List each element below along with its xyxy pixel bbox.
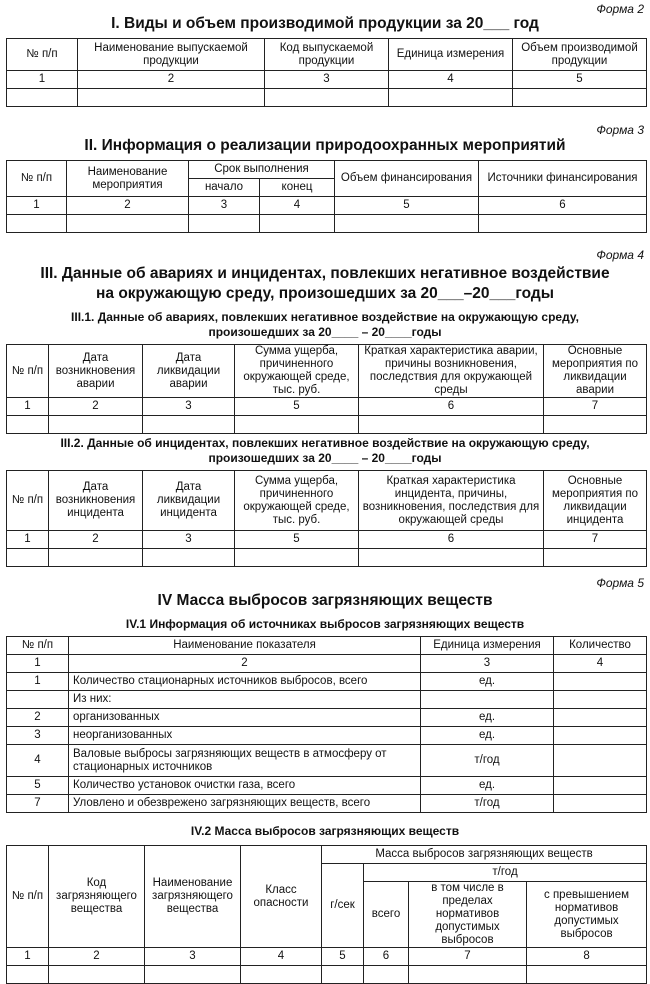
header-cell: № п/п (7, 846, 49, 948)
empty-cell[interactable] (322, 966, 364, 984)
row-num: 7 (7, 795, 69, 813)
row-name: Валовые выбросы загрязняющих веществ в атмосферу от стационарных источников (69, 745, 421, 777)
header-cell: Дата возникновения аварии (49, 345, 143, 398)
number-cell: 6 (364, 948, 409, 966)
number-cell: 5 (235, 531, 359, 549)
number-cell: 5 (322, 948, 364, 966)
form4-title-line1: III. Данные об авариях и инцидентах, повлекших негативное воздействие (40, 265, 610, 282)
empty-cell[interactable] (49, 966, 145, 984)
table-row (7, 727, 647, 745)
header-cell: Единица измерения (421, 637, 554, 655)
number-cell: 6 (359, 398, 544, 416)
number-cell: 4 (554, 655, 647, 673)
header-cell: Класс опасности (241, 846, 322, 948)
empty-cell[interactable] (260, 215, 335, 233)
empty-cell[interactable] (143, 416, 235, 434)
header-cell: Срок выполнения (189, 161, 335, 179)
header-cell: т/год (364, 864, 647, 882)
row-num (7, 691, 69, 709)
number-cell: 1 (7, 531, 49, 549)
row-unit: ед. (421, 777, 554, 795)
row-quantity[interactable] (554, 709, 647, 727)
header-cell: Объем производимой продукции (513, 39, 647, 71)
number-cell: 6 (479, 197, 647, 215)
row-name: организованных (69, 709, 421, 727)
number-cell: 3 (421, 655, 554, 673)
empty-row (7, 215, 647, 233)
header-cell: Сумма ущерба, причиненного окружающей среде, тыс. руб. (235, 345, 359, 398)
empty-cell[interactable] (235, 549, 359, 567)
form3-label: Форма 3 (596, 123, 644, 137)
number-cell: 4 (260, 197, 335, 215)
table-row (7, 745, 647, 777)
form5-label: Форма 5 (596, 576, 644, 590)
header-cell: Объем финансирования (335, 161, 479, 197)
number-cell: 7 (544, 531, 647, 549)
empty-cell[interactable] (7, 966, 49, 984)
number-cell: 5 (335, 197, 479, 215)
row-num: 5 (7, 777, 69, 795)
number-cell: 2 (69, 655, 421, 673)
header-cell: Дата возникновения инцидента (49, 471, 143, 531)
empty-cell[interactable] (544, 549, 647, 567)
form2-title: I. Виды и объем производимой продукции за 20___ год (111, 15, 539, 32)
header-cell: Количество (554, 637, 647, 655)
empty-cell[interactable] (241, 966, 322, 984)
empty-cell[interactable] (235, 416, 359, 434)
header-cell: Масса выбросов загрязняющих веществ (322, 846, 647, 864)
row-quantity[interactable] (554, 673, 647, 691)
header-cell: Основные мероприятия по ликвидации инцидента (544, 471, 647, 531)
empty-cell[interactable] (143, 549, 235, 567)
table-row (7, 795, 647, 813)
form4-sub2-line1: III.2. Данные об инцидентах, повлекших негативное воздействие на окружающую среду, (60, 436, 590, 450)
empty-cell[interactable] (78, 89, 265, 107)
header-cell: № п/п (7, 637, 69, 655)
empty-cell[interactable] (7, 215, 67, 233)
header-cell: Дата ликвидации аварии (143, 345, 235, 398)
empty-cell[interactable] (389, 89, 513, 107)
header-cell: № п/п (7, 471, 49, 531)
header-cell: всего (364, 882, 409, 948)
number-cell: 5 (513, 71, 647, 89)
number-cell: 2 (49, 948, 145, 966)
number-cell: 1 (7, 398, 49, 416)
row-quantity[interactable] (554, 691, 647, 709)
form5-sources-table (6, 636, 647, 813)
header-cell: Код выпускаемой продукции (265, 39, 389, 71)
row-num: 4 (7, 745, 69, 777)
row-unit: ед. (421, 727, 554, 745)
header-cell: конец (260, 179, 335, 197)
row-num: 1 (7, 673, 69, 691)
form5-sub1: IV.1 Информация об источниках выбросов загрязняющих веществ (125, 617, 525, 631)
number-cell: 7 (544, 398, 647, 416)
row-unit: т/год (421, 745, 554, 777)
form5-emissions-table (6, 845, 647, 984)
empty-row (7, 549, 647, 567)
number-cell: 2 (49, 398, 143, 416)
header-cell: Основные мероприятия по ликвидации аварии (544, 345, 647, 398)
form4-incidents-table (6, 470, 647, 567)
row-name: Количество установок очистки газа, всего (69, 777, 421, 795)
empty-cell[interactable] (479, 215, 647, 233)
row-unit: т/год (421, 795, 554, 813)
empty-cell[interactable] (189, 215, 260, 233)
form4-sub1-line1: III.1. Данные об авариях, повлекших негативное воздействие на окружающую среду, (71, 310, 579, 324)
number-cell: 1 (7, 197, 67, 215)
header-cell: № п/п (7, 345, 49, 398)
number-cell: 3 (143, 531, 235, 549)
table-row (7, 673, 647, 691)
empty-cell[interactable] (544, 416, 647, 434)
number-cell: 7 (409, 948, 527, 966)
table-row (7, 709, 647, 727)
form4-accidents-table (6, 344, 647, 434)
empty-row (7, 89, 647, 107)
number-cell: 2 (78, 71, 265, 89)
empty-cell[interactable] (49, 416, 143, 434)
header-cell: № п/п (7, 39, 78, 71)
empty-cell[interactable] (265, 89, 389, 107)
header-cell: Единица измерения (389, 39, 513, 71)
header-cell: Краткая характеристика аварии, причины возникновения, последствия для окружающей среды (359, 345, 544, 398)
row-unit: ед. (421, 709, 554, 727)
form4-sub1-line2: произошедших за 20____ – 20____годы (208, 325, 442, 339)
empty-cell[interactable] (145, 966, 241, 984)
form2-table (6, 38, 647, 107)
row-name: неорганизованных (69, 727, 421, 745)
row-unit (421, 691, 554, 709)
row-quantity[interactable] (554, 795, 647, 813)
empty-row (7, 416, 647, 434)
form3-title: II. Информация о реализации природоохранных мероприятий (84, 137, 566, 154)
empty-cell[interactable] (527, 966, 647, 984)
header-cell: с превышением нормативов допустимых выбросов (527, 882, 647, 948)
form2-label: Форма 2 (596, 2, 644, 16)
header-cell: начало (189, 179, 260, 197)
number-cell: 1 (7, 71, 78, 89)
empty-cell[interactable] (409, 966, 527, 984)
header-cell: Краткая характеристика инцидента, причины, возникновения, последствия для окружающей среды (359, 471, 544, 531)
number-cell: 3 (143, 398, 235, 416)
number-cell: 4 (389, 71, 513, 89)
number-cell: 4 (241, 948, 322, 966)
empty-cell[interactable] (7, 89, 78, 107)
form3-table (6, 160, 647, 233)
empty-cell[interactable] (335, 215, 479, 233)
header-cell: Источники финансирования (479, 161, 647, 197)
header-cell: Наименование загрязняющего вещества (145, 846, 241, 948)
header-cell: Дата ликвидации инцидента (143, 471, 235, 531)
row-quantity[interactable] (554, 777, 647, 795)
header-cell: в том числе в пределах нормативов допустимых выбросов (409, 882, 527, 948)
form4-label: Форма 4 (596, 248, 644, 262)
form5-title: IV Масса выбросов загрязняющих веществ (157, 592, 493, 609)
form5-sub2: IV.2 Масса выбросов загрязняющих веществ (190, 824, 460, 838)
number-cell: 3 (145, 948, 241, 966)
number-cell: 1 (7, 948, 49, 966)
empty-cell[interactable] (7, 416, 49, 434)
table-row (7, 691, 647, 709)
empty-cell[interactable] (49, 549, 143, 567)
table-row (7, 777, 647, 795)
header-cell: Наименование мероприятия (67, 161, 189, 197)
row-quantity[interactable] (554, 727, 647, 745)
row-num: 2 (7, 709, 69, 727)
form4-sub2-line2: произошедших за 20____ – 20____годы (208, 451, 442, 465)
empty-cell[interactable] (359, 549, 544, 567)
number-cell: 3 (265, 71, 389, 89)
empty-cell[interactable] (364, 966, 409, 984)
header-cell: г/сек (322, 864, 364, 948)
empty-cell[interactable] (7, 549, 49, 567)
header-cell: Код загрязняющего вещества (49, 846, 145, 948)
empty-cell[interactable] (513, 89, 647, 107)
header-cell: № п/п (7, 161, 67, 197)
row-name: Из них: (69, 691, 421, 709)
row-unit: ед. (421, 673, 554, 691)
row-quantity[interactable] (554, 745, 647, 777)
number-cell: 5 (235, 398, 359, 416)
header-cell: Сумма ущерба, причиненного окружающей среде, тыс. руб. (235, 471, 359, 531)
row-name: Уловлено и обезврежено загрязняющих веществ, всего (69, 795, 421, 813)
header-cell: Наименование показателя (69, 637, 421, 655)
empty-cell[interactable] (359, 416, 544, 434)
row-num: 3 (7, 727, 69, 745)
number-cell: 2 (67, 197, 189, 215)
number-cell: 8 (527, 948, 647, 966)
number-cell: 3 (189, 197, 260, 215)
form4-title-line2: на окружающую среду, произошедших за 20___–20___годы (96, 285, 554, 302)
number-cell: 2 (49, 531, 143, 549)
empty-cell[interactable] (67, 215, 189, 233)
number-cell: 6 (359, 531, 544, 549)
row-name: Количество стационарных источников выбросов, всего (69, 673, 421, 691)
number-cell: 1 (7, 655, 69, 673)
header-cell: Наименование выпускаемой продукции (78, 39, 265, 71)
empty-row (7, 966, 647, 984)
